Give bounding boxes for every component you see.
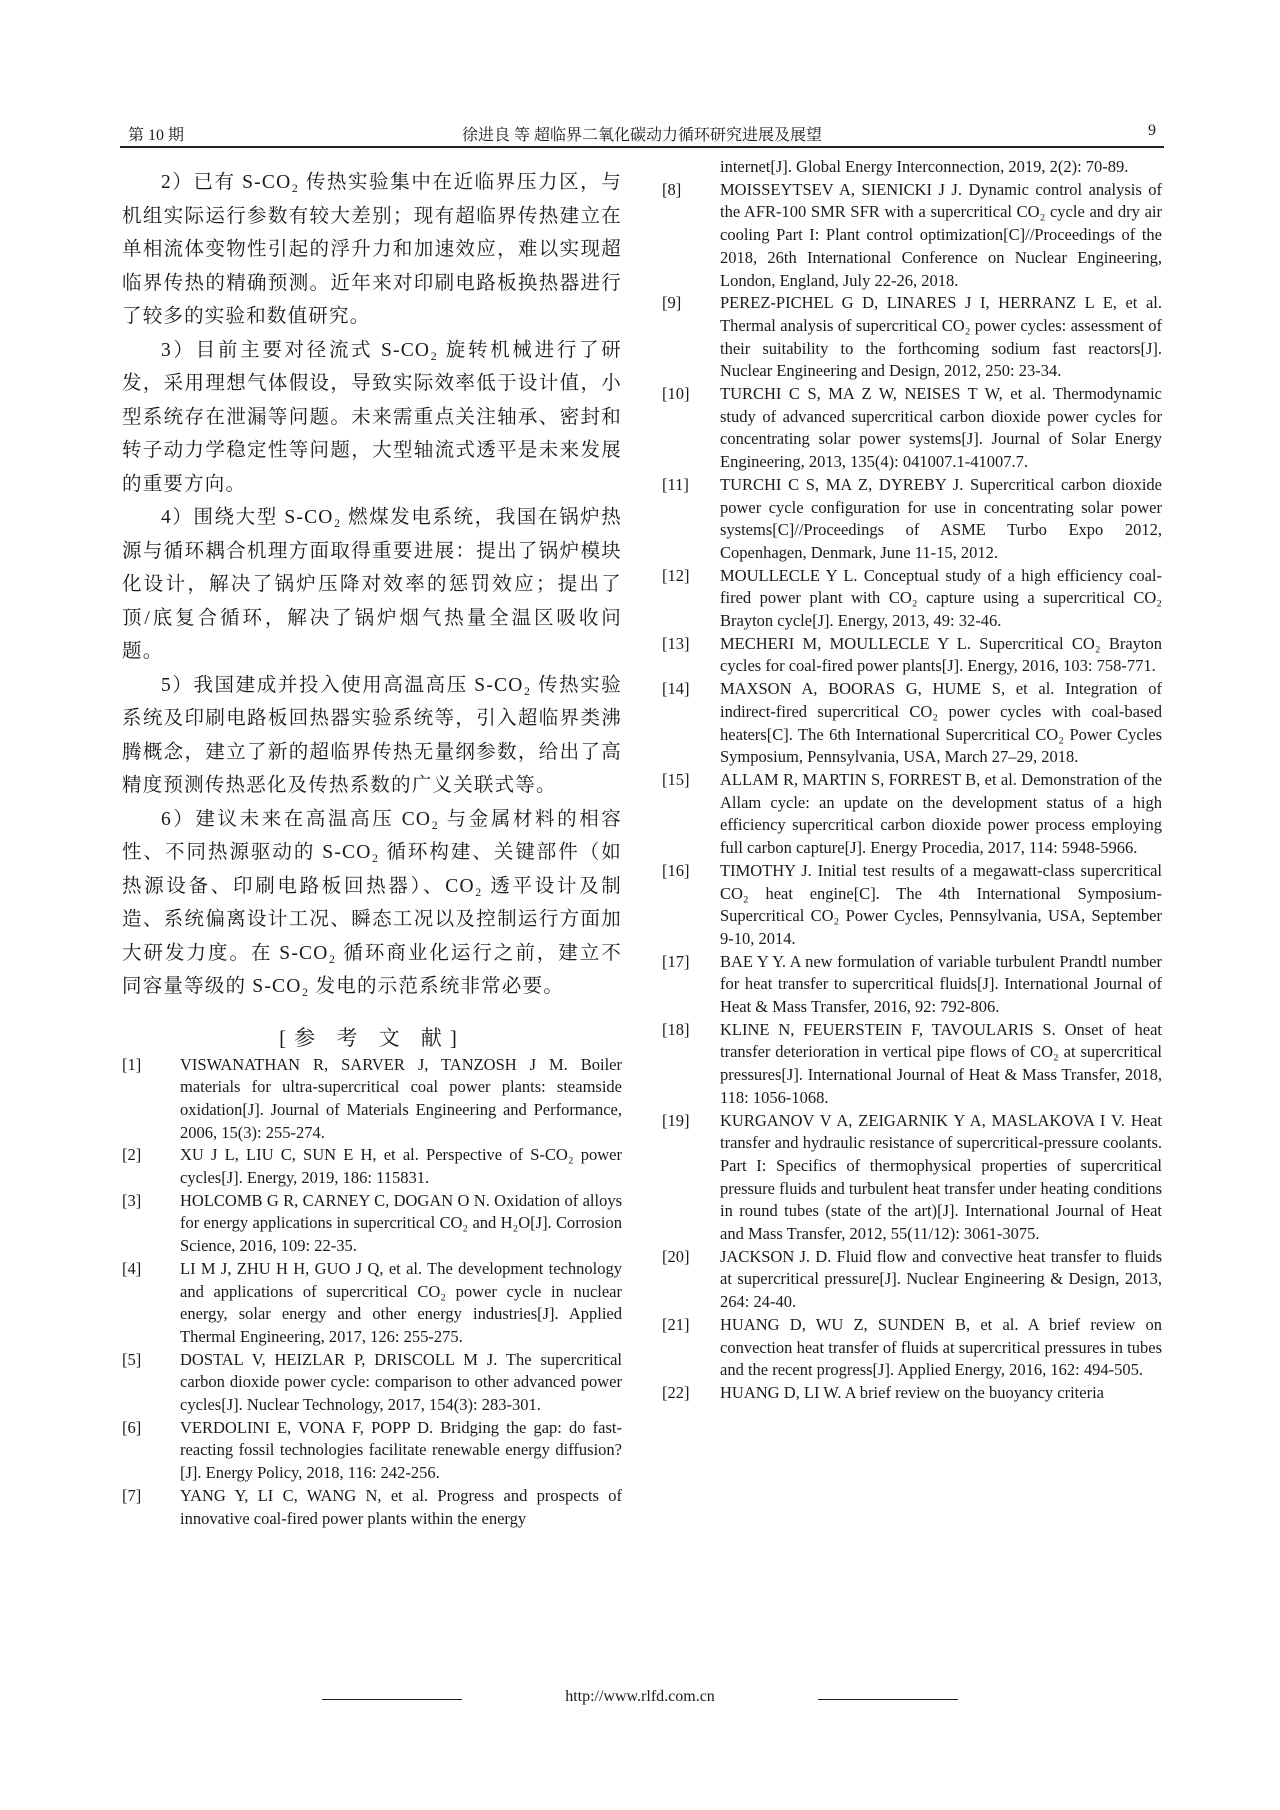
reference-number: [6]: [122, 1417, 142, 1437]
reference-text: MOULLECLE Y L. Conceptual study of a high efficiency coal-fired power plant with CO₂ capture using a supercritical CO₂ Brayton cycle[J]. Energy, 2013, 49: 32-46.: [720, 565, 1162, 631]
footer-url-link[interactable]: http://www.rlfd.com.cn: [565, 1688, 715, 1705]
reference-item: [662, 769, 1162, 860]
right-column: [662, 156, 1162, 1405]
reference-item: [662, 1314, 1162, 1382]
reference-text: VERDOLINI E, VONA F, POPP D. Bridging the gap: do fast-reacting fossil technologies facilitate renewable energy diffusion?[J]. Energy Policy, 2018, 116: 242-256.: [180, 1417, 622, 1483]
paragraph-3: 3）目前主要对径流式 S-CO₂ 旋转机械进行了研发，采用理想气体假设，导致实际效率低于设计值，小型系统存在泄漏等问题。未来需重点关注轴承、密封和转子动力学稳定性等问题，大型轴流式透平是未来发展的重要方向。: [122, 339, 622, 495]
reference-text: TURCHI C S, MA Z, DYREBY J. Supercritical carbon dioxide power cycle configuration for use in concentrating solar power systems[C]//Proceedings of ASME Turbo Expo 2012, Copenhagen, Denmark, June 11-15, 2012.: [720, 474, 1162, 562]
reference-item: [662, 179, 1162, 293]
reference-item: [662, 474, 1162, 565]
reference-number: [19]: [662, 1110, 690, 1130]
reference-item: [662, 383, 1162, 474]
reference-number: [8]: [662, 179, 682, 199]
footer-rule-right: [818, 1699, 958, 1700]
left-column: [122, 166, 622, 1530]
reference-item: [662, 1246, 1162, 1314]
reference-text: ALLAM R, MARTIN S, FORREST B, et al. Demonstration of the Allam cycle: an update on the development status of a high efficiency supercritical carbon dioxide power process employing full carbon capture[J]. Energy Procedia, 2017, 114: 5948-5966.: [720, 769, 1162, 858]
reference-number: [14]: [662, 679, 690, 699]
reference-text: XU J L, LIU C, SUN E H, et al. Perspective of S-CO₂ power cycles[J]. Energy, 2019, 186: 115831.: [180, 1145, 622, 1188]
paragraph-6: 6）建议未来在高温高压 CO₂ 与金属材料的相容性、不同热源驱动的 S-CO₂ 循环构建、关键部件（如热源设备、印刷电路板回热器）、CO₂ 透平设计及制造、系统偏离设计工况、瞬态工况以及控制运行方面加大研发力度。在 S-CO₂ 循环商业化运行之前，建立不同容量等级的 S-CO₂ 发电的示范系统非常必要。: [122, 808, 622, 997]
reference-number: [11]: [662, 474, 689, 494]
reference-number: [9]: [662, 293, 682, 313]
reference-number: [5]: [122, 1349, 142, 1369]
reference-text: YANG Y, LI C, WANG N, et al. Progress and prospects of innovative coal-fired power plants within the energy: [180, 1485, 622, 1528]
paragraph-5: 5）我国建成并投入使用高温高压 S-CO₂ 传热实验系统及印刷电路板回热器实验系统等，引入超临界类沸腾概念，建立了新的超临界传热无量纲参数，给出了高精度预测传热恶化及传热系数的广义关联式等。: [122, 674, 622, 796]
page-number: 9: [1148, 122, 1156, 139]
reference-text: LI M J, ZHU H H, GUO J Q, et al. The development technology and applications of supercritical CO₂ power cycle in nuclear energy, solar energy and other energy industries[J]. Applied Thermal Engineering, 2017, 126: 255-275.: [180, 1258, 622, 1346]
reference-item: [122, 1144, 622, 1189]
reference-text: TURCHI C S, MA Z W, NEISES T W, et al. Thermodynamic study of advanced supercritical carbon dioxide power cycles for concentrating solar power systems[J]. Journal of Solar Energy Engineering, 2013, 135(4): 041007.1-41007.7.: [720, 384, 1162, 472]
reference-text: MAXSON A, BOORAS G, HUME S, et al. Integration of indirect-fired supercritical CO₂ power cycles with coal-based heaters[C]. The 6th International Supercritical CO₂ Power Cycles Symposium, Pennsylvania, USA, March 27–29, 2018.: [720, 679, 1162, 767]
reference-continuation: [662, 156, 1162, 179]
reference-number: [18]: [662, 1019, 690, 1039]
reference-item: [662, 860, 1162, 951]
running-header: [120, 122, 1164, 148]
reference-text: HUANG D, LI W. A brief review on the buoyancy criteria: [720, 1382, 1104, 1402]
reference-number: [4]: [122, 1258, 142, 1278]
reference-item: [122, 1054, 622, 1145]
reference-item: [662, 1019, 1162, 1110]
reference-number: [20]: [662, 1246, 690, 1266]
reference-text: internet[J]. Global Energy Interconnection, 2019, 2(2): 70-89.: [720, 157, 1129, 176]
reference-item: [122, 1258, 622, 1349]
reference-item: [122, 1190, 622, 1258]
issue-label: 第 10 期: [128, 127, 185, 144]
reference-text: HUANG D, WU Z, SUNDEN B, et al. A brief review on convection heat transfer of fluids at supercritical pressures in tubes and the recent progress[J]. Applied Energy, 2016, 162: 494-505.: [720, 1314, 1162, 1380]
reference-number: [7]: [122, 1485, 142, 1505]
reference-number: [12]: [662, 565, 690, 585]
reference-item: [662, 678, 1162, 769]
reference-text: KURGANOV V A, ZEIGARNIK Y A, MASLAKOVA I V. Heat transfer and hydraulic resistance of supercritical-pressure coolants. Part I: Specifics of thermophysical properties of supercritical pressure fluids and turbulent heat transfer under heating conditions in round tubes (state of the art)[J]. International Journal of Heat and Mass Transfer, 2012, 55(11/12): 3061-3075.: [720, 1110, 1162, 1244]
reference-number: [10]: [662, 384, 690, 404]
reference-text: JACKSON J. D. Fluid flow and convective heat transfer to fluids at supercritical pressure[J]. Nuclear Engineering & Design, 2013, 264: 24-40.: [720, 1246, 1162, 1312]
references-heading: [参 考 文 献]: [279, 1025, 465, 1050]
reference-text: MOISSEYTSEV A, SIENICKI J J. Dynamic control analysis of the AFR-100 SMR SFR with a supercritical CO₂ cycle and dry air cooling Part I: Plant control optimization[C]//Proceedings of the 2018, 26th International Conference on Nuclear Engineering, London, England, July 22-26, 2018.: [720, 179, 1162, 290]
reference-number: [2]: [122, 1145, 142, 1165]
reference-item: [662, 292, 1162, 383]
reference-item: [662, 565, 1162, 633]
reference-number: [13]: [662, 633, 690, 653]
reference-number: [16]: [662, 860, 690, 880]
reference-number: [17]: [662, 951, 690, 971]
reference-item: [662, 1110, 1162, 1246]
paragraph-4: 4）围绕大型 S-CO₂ 燃煤发电系统，我国在锅炉热源与循环耦合机理方面取得重要进展：提出了锅炉模块化设计，解决了锅炉压降对效率的惩罚效应；提出了顶/底复合循环，解决了锅炉烟气热量全温区吸收问题。: [122, 507, 622, 662]
reference-number: [3]: [122, 1190, 142, 1210]
running-title: 徐进良 等 超临界二氧化碳动力循环研究进展及展望: [461, 127, 822, 144]
reference-item: [122, 1417, 622, 1485]
reference-text: KLINE N, FEUERSTEIN F, TAVOULARIS S. Onset of heat transfer deterioration in vertical pipe flows of CO₂ at supercritical pressures[J]. International Journal of Heat & Mass Transfer, 2018, 118: 1056-1068.: [720, 1019, 1162, 1107]
reference-number: [21]: [662, 1314, 690, 1334]
reference-item: [662, 1382, 1162, 1405]
reference-text: BAE Y Y. A new formulation of variable turbulent Prandtl number for heat transfer to supercritical fluids[J]. International Journal of Heat & Mass Transfer, 2016, 92: 792-806.: [720, 951, 1162, 1017]
reference-item: [662, 951, 1162, 1019]
reference-text: DOSTAL V, HEIZLAR P, DRISCOLL M J. The supercritical carbon dioxide power cycle: comparison to other advanced power cycles[J]. Nuclear Technology, 2017, 154(3): 283-301.: [180, 1349, 622, 1415]
reference-number: [1]: [122, 1054, 142, 1074]
reference-item: [662, 633, 1162, 678]
reference-item: [122, 1349, 622, 1417]
reference-item: [122, 1485, 622, 1530]
reference-text: MECHERI M, MOULLECLE Y L. Supercritical CO₂ Brayton cycles for coal-fired power plants[J]. Energy, 2016, 103: 758-771.: [720, 633, 1162, 676]
page-footer: [0, 1688, 1280, 1712]
reference-text: VISWANATHAN R, SARVER J, TANZOSH J M. Boiler materials for ultra-supercritical coal power plants: steamside oxidation[J]. Journal of Materials Engineering and Performance, 2006, 15(3): 255-274.: [180, 1054, 622, 1142]
reference-number: [15]: [662, 769, 690, 789]
reference-number: [22]: [662, 1382, 690, 1402]
reference-text: TIMOTHY J. Initial test results of a megawatt-class supercritical CO₂ heat engine[C]. The 4th International Symposium-Supercritical CO₂ Power Cycles, Pennsylvania, USA, September 9-10, 2014.: [720, 860, 1162, 948]
paragraph-2: 2）已有 S-CO₂ 传热实验集中在近临界压力区，与机组实际运行参数有较大差别；现有超临界传热建立在单相流体变物性引起的浮升力和加速效应，难以实现超临界传热的精确预测。近年来对印刷电路板换热器进行了较多的实验和数值研究。: [122, 172, 622, 327]
reference-text: HOLCOMB G R, CARNEY C, DOGAN O N. Oxidation of alloys for energy applications in supercritical CO₂ and H₂O[J]. Corrosion Science, 2016, 109: 22-35.: [180, 1190, 622, 1256]
reference-text: PEREZ-PICHEL G D, LINARES J I, HERRANZ L E, et al. Thermal analysis of supercritical CO₂ power cycles: assessment of their suitability to the forthcoming sodium fast reactors[J]. Nuclear Engineering and Design, 2012, 250: 23-34.: [720, 293, 1162, 381]
